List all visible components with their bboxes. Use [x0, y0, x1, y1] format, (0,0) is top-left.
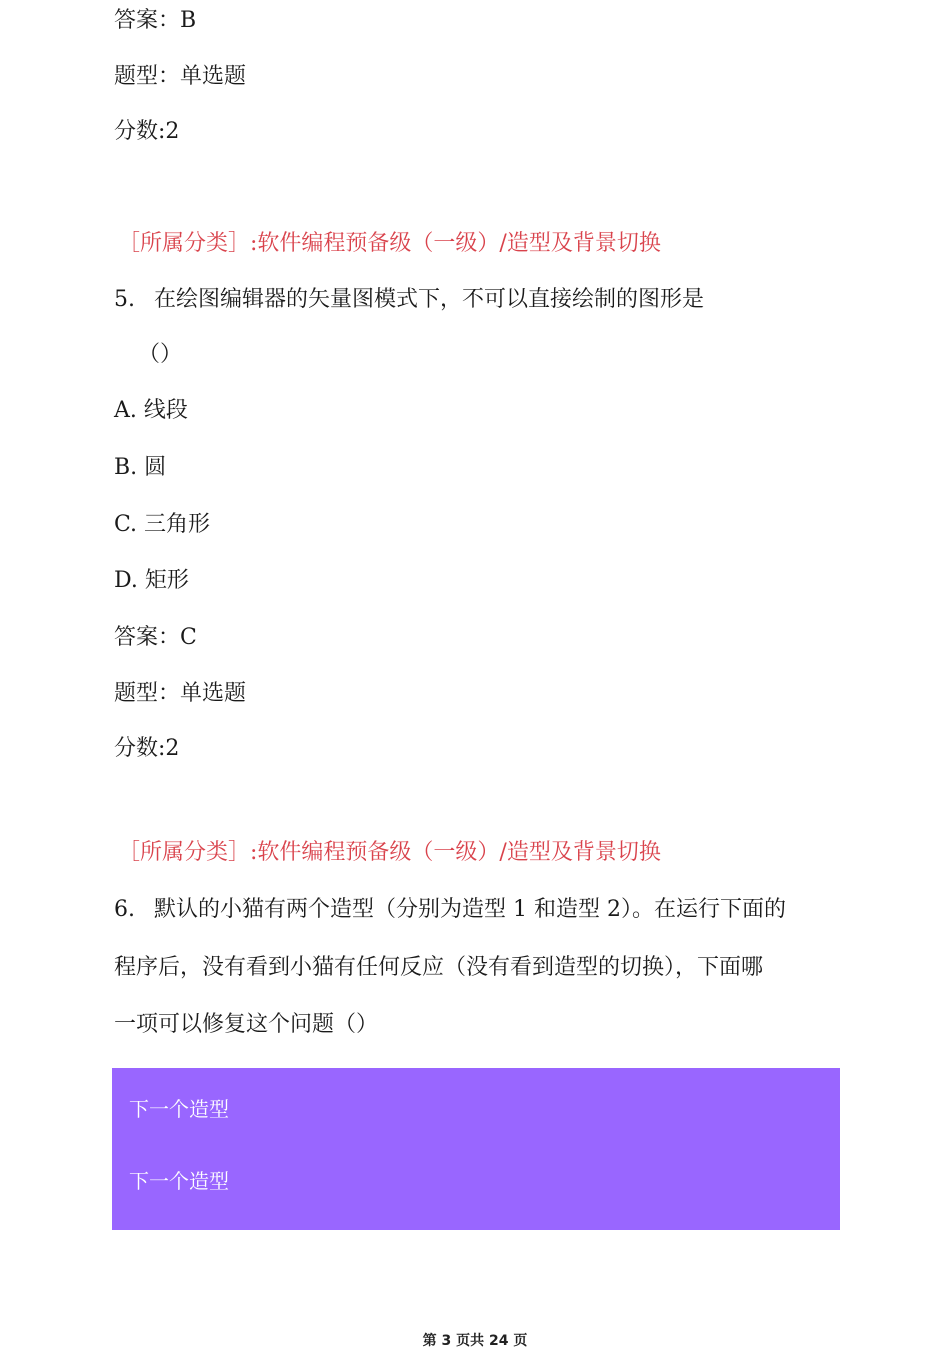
- q5-text-cont: （）: [138, 342, 183, 367]
- next-costume-block-1: 下一个造型: [129, 1097, 229, 1121]
- prev-question-type: 题型：单选题: [114, 64, 247, 89]
- q5-text: 在绘图编辑器的矢量图模式下，不可以直接绘制的图形是: [154, 287, 705, 312]
- q6-text-line2: 程序后，没有看到小猫有任何反应（没有看到造型的切换），下面哪: [114, 955, 764, 980]
- q5-question-type: 题型：单选题: [114, 681, 247, 706]
- q5-score: 分数:2: [114, 736, 180, 761]
- q6-category: ［所属分类］:软件编程预备级（一级）/造型及背景切换: [118, 840, 661, 865]
- q5-option-d: D. 矩形: [114, 568, 189, 593]
- page-footer: 第 3 页共 24 页: [422, 1333, 528, 1349]
- scratch-code-block: [112, 1068, 840, 1230]
- q5-number: 5.: [114, 287, 135, 312]
- prev-answer: 答案：B: [114, 8, 197, 33]
- q6-number: 6.: [114, 897, 135, 922]
- prev-score: 分数:2: [114, 119, 180, 144]
- q5-option-c: C. 三角形: [114, 512, 211, 537]
- q5-option-b: B. 圆: [114, 455, 167, 480]
- q5-category: ［所属分类］:软件编程预备级（一级）/造型及背景切换: [118, 231, 661, 256]
- q6-text-line1: 默认的小猫有两个造型（分别为造型 1 和造型 2）。在运行下面的: [154, 897, 786, 922]
- q5-option-a: A. 线段: [114, 398, 188, 423]
- q5-stem: [114, 285, 704, 315]
- next-costume-block-2: 下一个造型: [129, 1169, 229, 1193]
- q6-stem: [114, 895, 786, 925]
- q5-answer: 答案：C: [114, 625, 197, 650]
- q6-text-line3: 一项可以修复这个问题（）: [114, 1012, 379, 1037]
